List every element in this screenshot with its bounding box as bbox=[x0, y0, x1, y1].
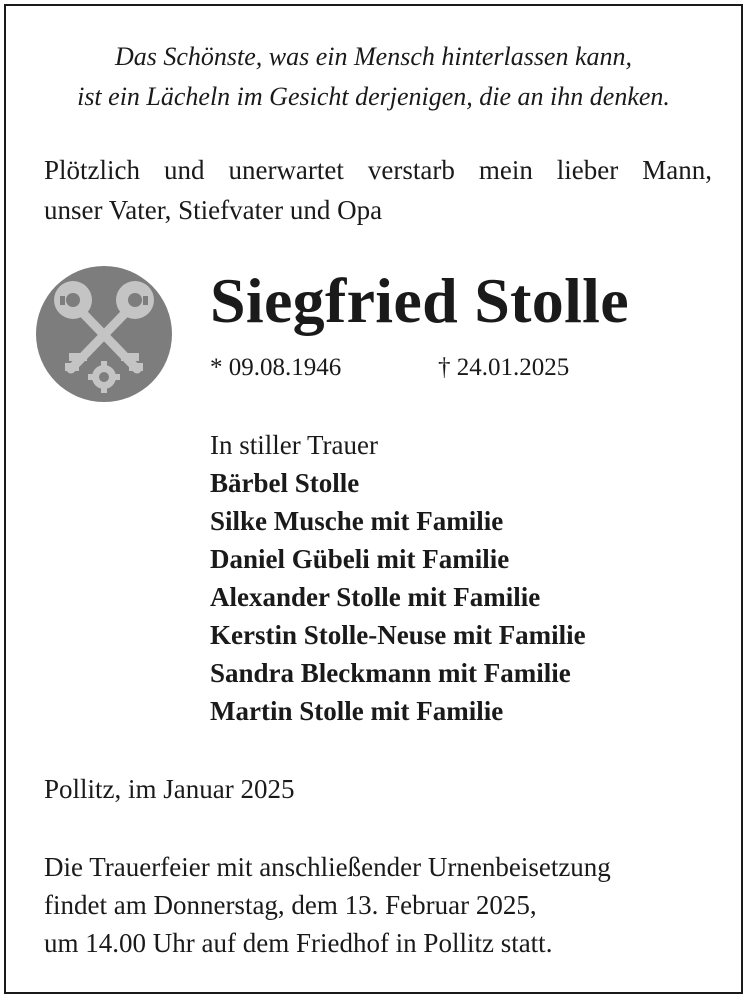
birth-date: * 09.08.1946 bbox=[210, 354, 342, 381]
mourner-name: Sandra Bleckmann mit Familie bbox=[210, 658, 571, 688]
obituary-notice bbox=[4, 4, 743, 994]
funeral-line-3: um 14.00 Uhr auf dem Friedhof in Pollitz statt. bbox=[44, 928, 553, 958]
funeral-line-2: findet am Donnerstag, dem 13. Februar 2025, bbox=[44, 890, 537, 920]
mourning-heading: In stiller Trauer bbox=[210, 430, 378, 460]
place-and-date: Pollitz, im Januar 2025 bbox=[44, 774, 295, 804]
quote-line-1: Das Schönste, was ein Mensch hinterlassen kann, bbox=[114, 42, 633, 71]
mourner-name: Silke Musche mit Familie bbox=[210, 506, 504, 536]
crossed-keys-icon bbox=[35, 265, 173, 403]
intro-line-2: unser Vater, Stiefvater und Opa bbox=[44, 195, 383, 225]
mourner-name: Martin Stolle mit Familie bbox=[210, 696, 504, 726]
mourner-name: Alexander Stolle mit Familie bbox=[210, 582, 541, 612]
mourner-name: Bärbel Stolle bbox=[210, 468, 360, 498]
intro-line-1: Plötzlich und unerwartet verstarb mein lieber Mann, bbox=[44, 155, 712, 185]
deceased-name: Siegfried Stolle bbox=[210, 265, 629, 336]
mourner-name: Daniel Gübeli mit Familie bbox=[210, 544, 510, 574]
death-date: † 24.01.2025 bbox=[438, 354, 570, 381]
mourner-name: Kerstin Stolle-Neuse mit Familie bbox=[210, 620, 586, 650]
quote-line-2: ist ein Lächeln im Gesicht derjenigen, die an ihn denken. bbox=[77, 82, 670, 111]
funeral-line-1: Die Trauerfeier mit anschließender Urnenbeisetzung bbox=[44, 852, 611, 882]
